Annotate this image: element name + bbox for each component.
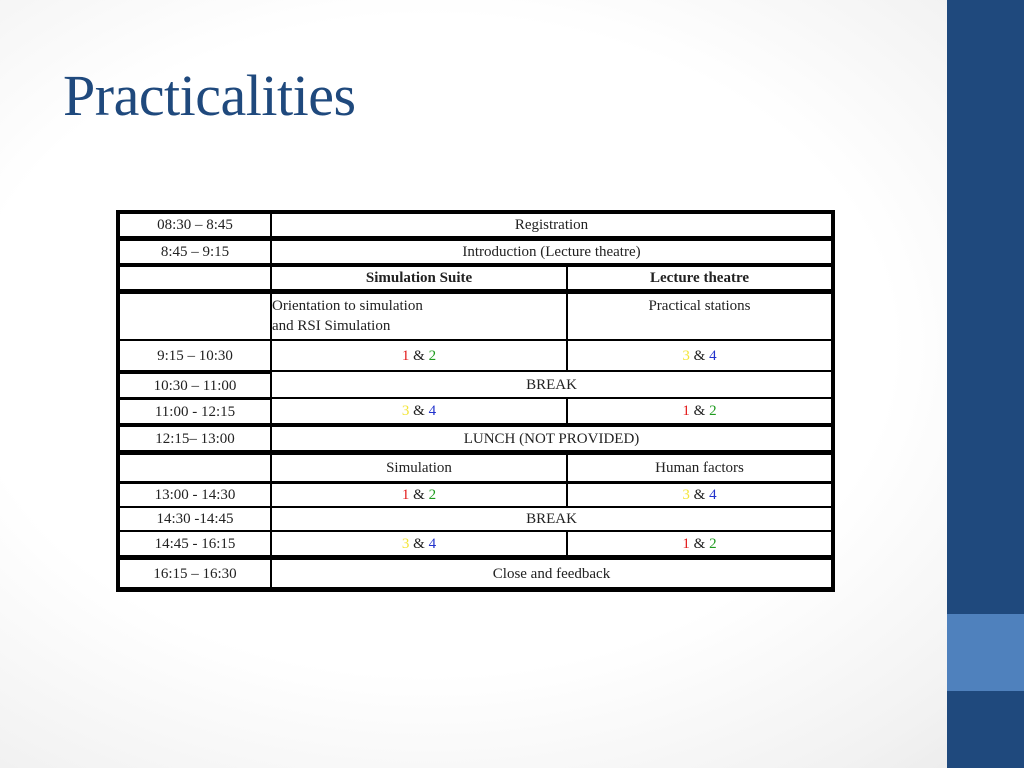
group-number: 3 [401, 535, 410, 552]
empty-time-cell [120, 455, 270, 481]
group-cell [272, 341, 566, 370]
sidebar-accent-block [947, 614, 1024, 691]
time-cell: 10:30 – 11:00 [120, 374, 270, 397]
group-number: 4 [428, 403, 437, 419]
group-amp: & [413, 535, 425, 552]
activity-cell: LUNCH (NOT PROVIDED) [272, 427, 831, 450]
group-number: 4 [428, 535, 437, 552]
activity-cell: Close and feedback [272, 560, 831, 587]
activity-cell: Introduction (Lecture theatre) [272, 241, 831, 263]
group-cell [272, 399, 566, 423]
group-cell [272, 484, 566, 506]
group-amp: & [413, 487, 425, 503]
group-number: 4 [709, 487, 717, 503]
time-cell: 12:15– 13:00 [120, 427, 270, 450]
session-description-cell: Practical stations [568, 294, 831, 339]
group-number: 1 [682, 403, 690, 419]
group-number: 2 [428, 347, 437, 364]
venue-header-cell: Lecture theatre [568, 267, 831, 289]
group-amp: & [693, 347, 706, 364]
time-cell: 13:00 - 14:30 [120, 484, 270, 506]
activity-cell: BREAK [272, 372, 831, 397]
session-line: and RSI Simulation [272, 318, 391, 334]
group-number: 1 [682, 535, 690, 552]
group-number: 2 [428, 487, 437, 503]
topic-cell: Human factors [568, 455, 831, 481]
group-number: 1 [401, 487, 410, 503]
group-cell [568, 399, 831, 423]
time-cell: 16:15 – 16:30 [120, 560, 270, 587]
group-number: 3 [682, 347, 690, 364]
topic-cell: Simulation [272, 455, 566, 481]
venue-header-cell: Simulation Suite [272, 267, 566, 289]
group-amp: & [693, 403, 706, 419]
group-number: 4 [709, 347, 717, 364]
group-cell [568, 484, 831, 506]
group-number: 1 [401, 347, 410, 364]
group-amp: & [413, 347, 425, 364]
group-cell [568, 532, 831, 555]
session-description-cell [272, 294, 566, 339]
session-line: Orientation to simulation [272, 298, 423, 314]
group-cell [568, 341, 831, 370]
group-number: 2 [709, 403, 717, 419]
time-cell: 8:45 – 9:15 [120, 241, 270, 263]
activity-cell: Registration [272, 214, 831, 236]
empty-time-cell [120, 294, 270, 339]
group-cell [272, 532, 566, 555]
time-cell: 14:30 -14:45 [120, 508, 270, 530]
time-cell: 9:15 – 10:30 [120, 341, 270, 370]
empty-time-cell [120, 267, 270, 289]
slide-title: Practicalities [63, 63, 356, 128]
group-number: 2 [709, 535, 717, 552]
time-cell: 08:30 – 8:45 [120, 214, 270, 236]
time-cell: 11:00 - 12:15 [120, 400, 270, 423]
group-number: 3 [401, 403, 410, 419]
schedule-table [116, 210, 835, 592]
time-cell: 14:45 - 16:15 [120, 532, 270, 555]
group-amp: & [413, 403, 425, 419]
activity-cell: BREAK [272, 508, 831, 530]
group-number: 3 [682, 487, 690, 503]
group-amp: & [693, 487, 706, 503]
group-amp: & [693, 535, 706, 552]
